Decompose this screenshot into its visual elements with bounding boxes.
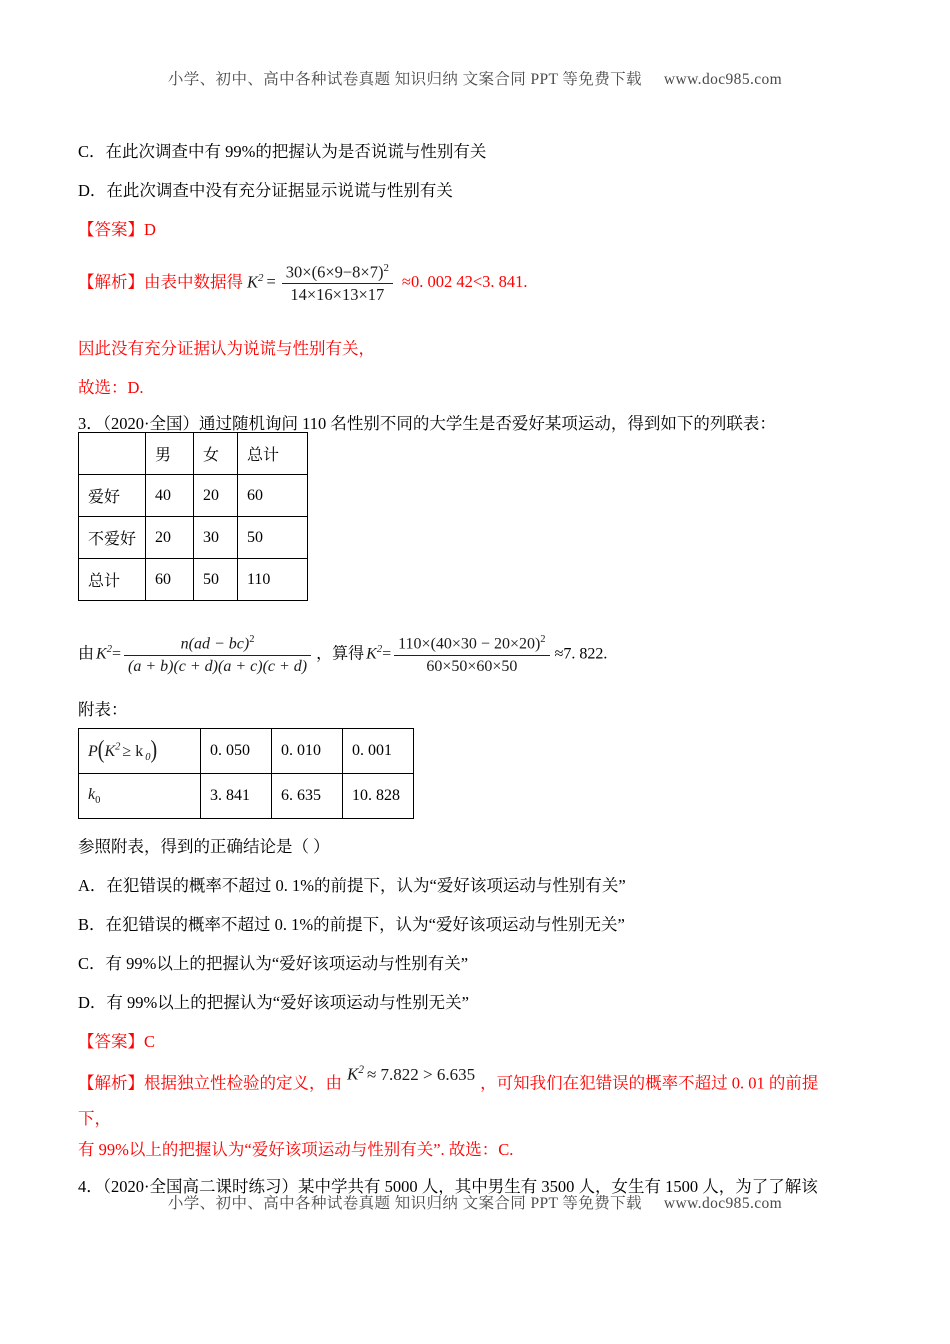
reference-k-symbol: K bbox=[104, 742, 116, 760]
reference-p-symbol: P bbox=[88, 742, 98, 760]
q3-analysis-line3 bbox=[78, 1136, 513, 1160]
q3-numeric-k-exponent: 2 bbox=[376, 644, 383, 656]
table-row bbox=[79, 433, 308, 475]
q3-numeric-numerator bbox=[394, 634, 549, 656]
q3-computation-mid: 算得 bbox=[332, 645, 365, 663]
contingency-header-blank bbox=[79, 433, 146, 475]
q3-general-k: K bbox=[96, 645, 107, 663]
contingency-row-total-male: 60 bbox=[146, 559, 194, 601]
watermark-footer-text: 小学、初中、高中各种试卷真题 知识归纳 文案合同 PPT 等免费下载 bbox=[167, 1195, 642, 1212]
q3-analysis-math bbox=[347, 1064, 475, 1085]
q3-general-numerator-text: n(ad − bc) bbox=[180, 635, 250, 653]
reference-row-header-probability bbox=[79, 729, 201, 774]
q2-formula-result: ≈0. 002 42<3. 841. bbox=[401, 272, 528, 292]
q3-option-c-text: C．有 99%以上的把握认为“爱好该项运动与性别有关” bbox=[78, 954, 469, 973]
q3-computation-result: ≈7. 822. bbox=[554, 645, 608, 663]
q3-answer-label: 【答案】 bbox=[78, 1032, 144, 1051]
q3-analysis-line2 bbox=[78, 1105, 111, 1129]
reference-probability-expression: $P(K^2 \ge k$ $_0$) bbox=[88, 736, 158, 764]
table-row bbox=[79, 559, 308, 601]
q2-conclusion-line2-text: 故选：D. bbox=[78, 378, 144, 397]
watermark-footer-site: www.doc985.com bbox=[663, 1195, 783, 1212]
q3-option-d-text: D．有 99%以上的把握认为“爱好该项运动与性别无关” bbox=[78, 993, 469, 1012]
watermark-header-text: 小学、初中、高中各种试卷真题 知识归纳 文案合同 PPT 等免费下载 bbox=[167, 71, 642, 88]
q2-option-d bbox=[78, 177, 453, 201]
reference-k-value-3: 10. 828 bbox=[343, 774, 414, 819]
q3-prompt-text: 参照附表，得到的正确结论是（ ） bbox=[78, 837, 330, 856]
q3-computation bbox=[78, 634, 607, 676]
q3-appendix-label-text: 附表： bbox=[78, 700, 128, 719]
q3-option-b-text: B．在犯错误的概率不超过 0. 1%的前提下，认为“爱好该项运动与性别无关” bbox=[78, 915, 625, 934]
q2-answer-value: D bbox=[144, 220, 156, 239]
q3-option-d bbox=[78, 989, 469, 1013]
reference-p-value-1: 0. 050 bbox=[201, 729, 272, 774]
reference-k-exponent: 2 bbox=[115, 741, 121, 753]
q2-option-c-text: C．在此次调查中有 99%的把握认为是否说谎与性别有关 bbox=[78, 142, 487, 161]
table-row bbox=[79, 475, 308, 517]
reference-k0-expression bbox=[88, 786, 100, 806]
q2-formula-numerator-text: 30×(6×9−8×7) bbox=[285, 262, 384, 282]
q3-general-numerator bbox=[124, 634, 311, 656]
reference-k0-symbol: k bbox=[88, 785, 96, 803]
contingency-row-dislike-total: 50 bbox=[238, 517, 308, 559]
watermark-footer bbox=[0, 1191, 950, 1213]
q3-analysis-k: K bbox=[347, 1064, 359, 1084]
q3-numeric-fraction bbox=[394, 634, 549, 676]
q2-formula-equals: = bbox=[266, 272, 276, 292]
q3-analysis-label: 【解析】 bbox=[78, 1073, 144, 1093]
q2-formula-numerator-exponent: 2 bbox=[383, 262, 389, 274]
q2-answer bbox=[78, 216, 156, 240]
q3-stem-text: （2020·全国）通过随机询问 110 名性别不同的大学生是否爱好某项运动，得到如下的列联表： bbox=[102, 414, 776, 433]
q3-numeric-k: K bbox=[366, 645, 377, 663]
q3-option-c bbox=[78, 950, 468, 974]
q2-formula-fraction bbox=[282, 262, 393, 305]
table-row bbox=[79, 729, 414, 774]
q3-numeric-numerator-text: 110×(40×30 − 20×20) bbox=[398, 635, 541, 653]
table-row bbox=[79, 774, 414, 819]
q2-analysis-lead: 由表中数据得 bbox=[144, 272, 243, 292]
contingency-row-like-female: 20 bbox=[194, 475, 238, 517]
reference-p-value-2: 0. 010 bbox=[272, 729, 343, 774]
reference-k0-subscript: 0 bbox=[145, 752, 151, 764]
watermark-header-site: www.doc985.com bbox=[663, 71, 783, 88]
q3-option-a-text: A．在犯错误的概率不超过 0. 1%的前提下，认为“爱好该项运动与性别有关” bbox=[78, 876, 626, 895]
q3-answer-value: C bbox=[144, 1032, 156, 1051]
contingency-row-like-total: 60 bbox=[238, 475, 308, 517]
q3-numeric-equals: = bbox=[382, 645, 392, 663]
q3-computation-lead: 由 bbox=[78, 645, 95, 663]
q2-formula-denominator: 14×16×13×17 bbox=[290, 285, 385, 305]
q3-prompt bbox=[78, 833, 330, 857]
q3-numeric-formula bbox=[366, 634, 552, 676]
contingency-row-total-total: 110 bbox=[238, 559, 308, 601]
watermark-header bbox=[0, 67, 950, 89]
contingency-header-male: 男 bbox=[146, 433, 194, 475]
q4-stem-text: （2020·全国高二课时练习）某中学共有 5000 人，其中男生有 3500 人，女生有 1500 人，为了了解该 bbox=[102, 1177, 818, 1196]
q2-answer-label: 【答案】 bbox=[78, 220, 144, 239]
table-row bbox=[79, 517, 308, 559]
q3-analysis-tail: ，可知我们在犯错误的概率不超过 0. 01 的前提 bbox=[480, 1073, 819, 1093]
reference-row-header-k0 bbox=[79, 774, 201, 819]
q2-option-c bbox=[78, 138, 486, 162]
q2-conclusion-line1-text: 因此没有充分证据认为说谎与性别有关， bbox=[78, 339, 375, 358]
q3-general-denominator: (a + b)(c + d)(a + c)(c + d) bbox=[128, 657, 308, 675]
contingency-row-dislike-male: 20 bbox=[146, 517, 194, 559]
q3-analysis bbox=[78, 1064, 818, 1094]
q3-option-b bbox=[78, 911, 625, 935]
reference-p-value-3: 0. 001 bbox=[343, 729, 414, 774]
reference-k0-sub: 0 bbox=[95, 795, 101, 807]
q2-option-d-text: D．在此次调查中没有充分证据显示说谎与性别有关 bbox=[78, 181, 453, 200]
q3-analysis-line3-text: 有 99%以上的把握认为“爱好该项运动与性别有关”. 故选：C. bbox=[78, 1140, 514, 1159]
q3-analysis-inequality: ≈ 7.822 > 6.635 bbox=[366, 1064, 476, 1084]
q2-formula bbox=[247, 262, 396, 305]
q3-general-equals: = bbox=[111, 645, 121, 663]
q3-analysis-line2-text: 下， bbox=[78, 1109, 111, 1128]
contingency-header-total: 总计 bbox=[238, 433, 308, 475]
q3-analysis-lead: 根据独立性检验的定义，由 bbox=[144, 1073, 342, 1093]
q3-option-a bbox=[78, 872, 626, 896]
reference-k-value-1: 3. 841 bbox=[201, 774, 272, 819]
reference-table bbox=[78, 728, 414, 819]
q2-conclusion-line1 bbox=[78, 335, 375, 359]
q3-general-k-exponent: 2 bbox=[106, 644, 112, 656]
q2-conclusion-line2 bbox=[78, 374, 144, 398]
contingency-table bbox=[78, 432, 308, 601]
reference-k-value-2: 6. 635 bbox=[272, 774, 343, 819]
reference-relation: ≥ k bbox=[122, 742, 144, 760]
q3-answer bbox=[78, 1028, 155, 1052]
q3-numeric-numerator-exponent: 2 bbox=[540, 634, 546, 645]
contingency-row-dislike-label: 不爱好 bbox=[79, 517, 146, 559]
contingency-row-total-female: 50 bbox=[194, 559, 238, 601]
contingency-row-like-male: 40 bbox=[146, 475, 194, 517]
q2-analysis-label: 【解析】 bbox=[78, 272, 144, 292]
q2-analysis bbox=[78, 262, 528, 305]
q3-appendix-label bbox=[78, 696, 128, 720]
contingency-row-dislike-female: 30 bbox=[194, 517, 238, 559]
contingency-row-total-label: 总计 bbox=[79, 559, 146, 601]
q3-computation-comma: ， bbox=[316, 645, 333, 663]
q3-numeric-denominator: 60×50×60×50 bbox=[426, 657, 518, 675]
q3-stem bbox=[78, 410, 776, 434]
contingency-header-female: 女 bbox=[194, 433, 238, 475]
q2-formula-lhs-exponent: 2 bbox=[258, 271, 264, 284]
q3-number: 3． bbox=[78, 414, 103, 433]
q3-general-formula bbox=[96, 634, 314, 676]
q4-number: 4． bbox=[78, 1177, 103, 1196]
contingency-row-like-label: 爱好 bbox=[79, 475, 146, 517]
q2-formula-lhs: K bbox=[247, 272, 259, 292]
q3-analysis-k-exponent: 2 bbox=[358, 1064, 364, 1076]
q3-general-numerator-exponent: 2 bbox=[249, 634, 255, 645]
q2-formula-numerator bbox=[282, 262, 393, 284]
q3-general-fraction bbox=[124, 634, 311, 676]
